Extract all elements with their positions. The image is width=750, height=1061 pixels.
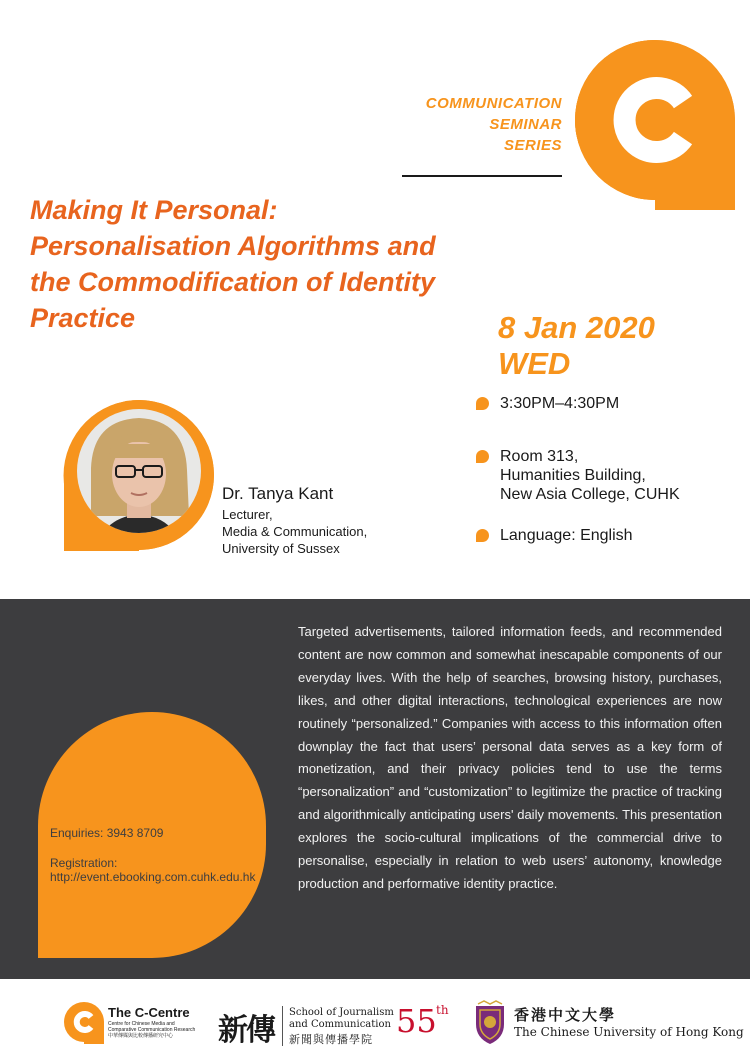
footer-divider bbox=[282, 1006, 283, 1046]
ccentre-subtitle: Centre for Chinese Media and Comparative Communication Research 中華傳媒與比較傳播研究中心 bbox=[108, 1021, 196, 1039]
event-time bbox=[476, 394, 619, 413]
series-label bbox=[426, 93, 562, 156]
series-line-3: SERIES bbox=[503, 137, 562, 154]
registration-link[interactable]: http://event.ebooking.com.cuhk.edu.hk bbox=[50, 870, 256, 884]
cuhk-name-cn: 香港中文大學 bbox=[514, 1006, 617, 1024]
enquiries-text: Enquiries: 3943 8709 bbox=[50, 826, 164, 840]
bullet-drop-icon bbox=[476, 529, 489, 542]
speaker-photo bbox=[61, 398, 216, 553]
event-venue bbox=[476, 447, 680, 504]
series-line-1: COMMUNICATION bbox=[425, 95, 562, 112]
cuhk-crest bbox=[470, 1000, 510, 1046]
anniversary-number: 55 bbox=[396, 1002, 437, 1040]
event-date bbox=[498, 310, 655, 382]
school-mark: 新傳 bbox=[218, 1013, 274, 1048]
registration-label: Registration: bbox=[50, 856, 118, 870]
event-language bbox=[476, 526, 633, 545]
school-name: School of Journalism and Communication bbox=[289, 1007, 394, 1030]
bullet-drop-icon bbox=[476, 450, 489, 463]
cuhk-name-en: The Chinese University of Hong Kong bbox=[514, 1025, 744, 1039]
event-weekday: WED bbox=[498, 346, 571, 381]
speaker-name: Dr. Tanya Kant bbox=[222, 484, 334, 503]
event-language-text: Language: English bbox=[500, 527, 633, 544]
anniversary-suffix: th bbox=[436, 1003, 449, 1017]
school-name-cn: 新聞與傳播學院 bbox=[289, 1033, 373, 1046]
abstract-text: Targeted advertisements, tailored information feeds, and recommended content are now common and somewhat inescapable components of our everyday lives. With the help of searches, browsing history, purchases, likes, and other digital interactions, technological experiences are now routinely “personalized.” Companies with access to this information often downplay the fact that users’ personal data serves as a key form of monetization, and their privacy policies tend to use the terms “personalization” and “customization” to legitimize the practice of tracking and algorithmically anticipating users' daily movements. This presentation explores the socio-cultural implications of the commercial drive to personalise, especially in relation to web users’ autonomy, knowledge production and performative identity practice. bbox=[298, 624, 722, 891]
event-date-day: 8 Jan 2020 bbox=[498, 310, 655, 345]
seminar-title: Making It Personal: Personalisation Algorithms and the Commodification of Identity Practice bbox=[30, 195, 436, 333]
ccentre-title: The C-Centre bbox=[108, 1005, 190, 1020]
bullet-drop-icon bbox=[476, 397, 489, 410]
event-venue-text: Room 313, Humanities Building, New Asia College, CUHK bbox=[500, 448, 680, 503]
c-centre-logo bbox=[62, 1000, 106, 1046]
speaker-role: Lecturer, Media & Communication, University of Sussex bbox=[222, 507, 368, 556]
series-underline bbox=[402, 175, 562, 177]
series-line-2: SEMINAR bbox=[489, 116, 562, 133]
c-logo-icon bbox=[565, 30, 745, 220]
event-time-text: 3:30PM–4:30PM bbox=[500, 395, 620, 412]
